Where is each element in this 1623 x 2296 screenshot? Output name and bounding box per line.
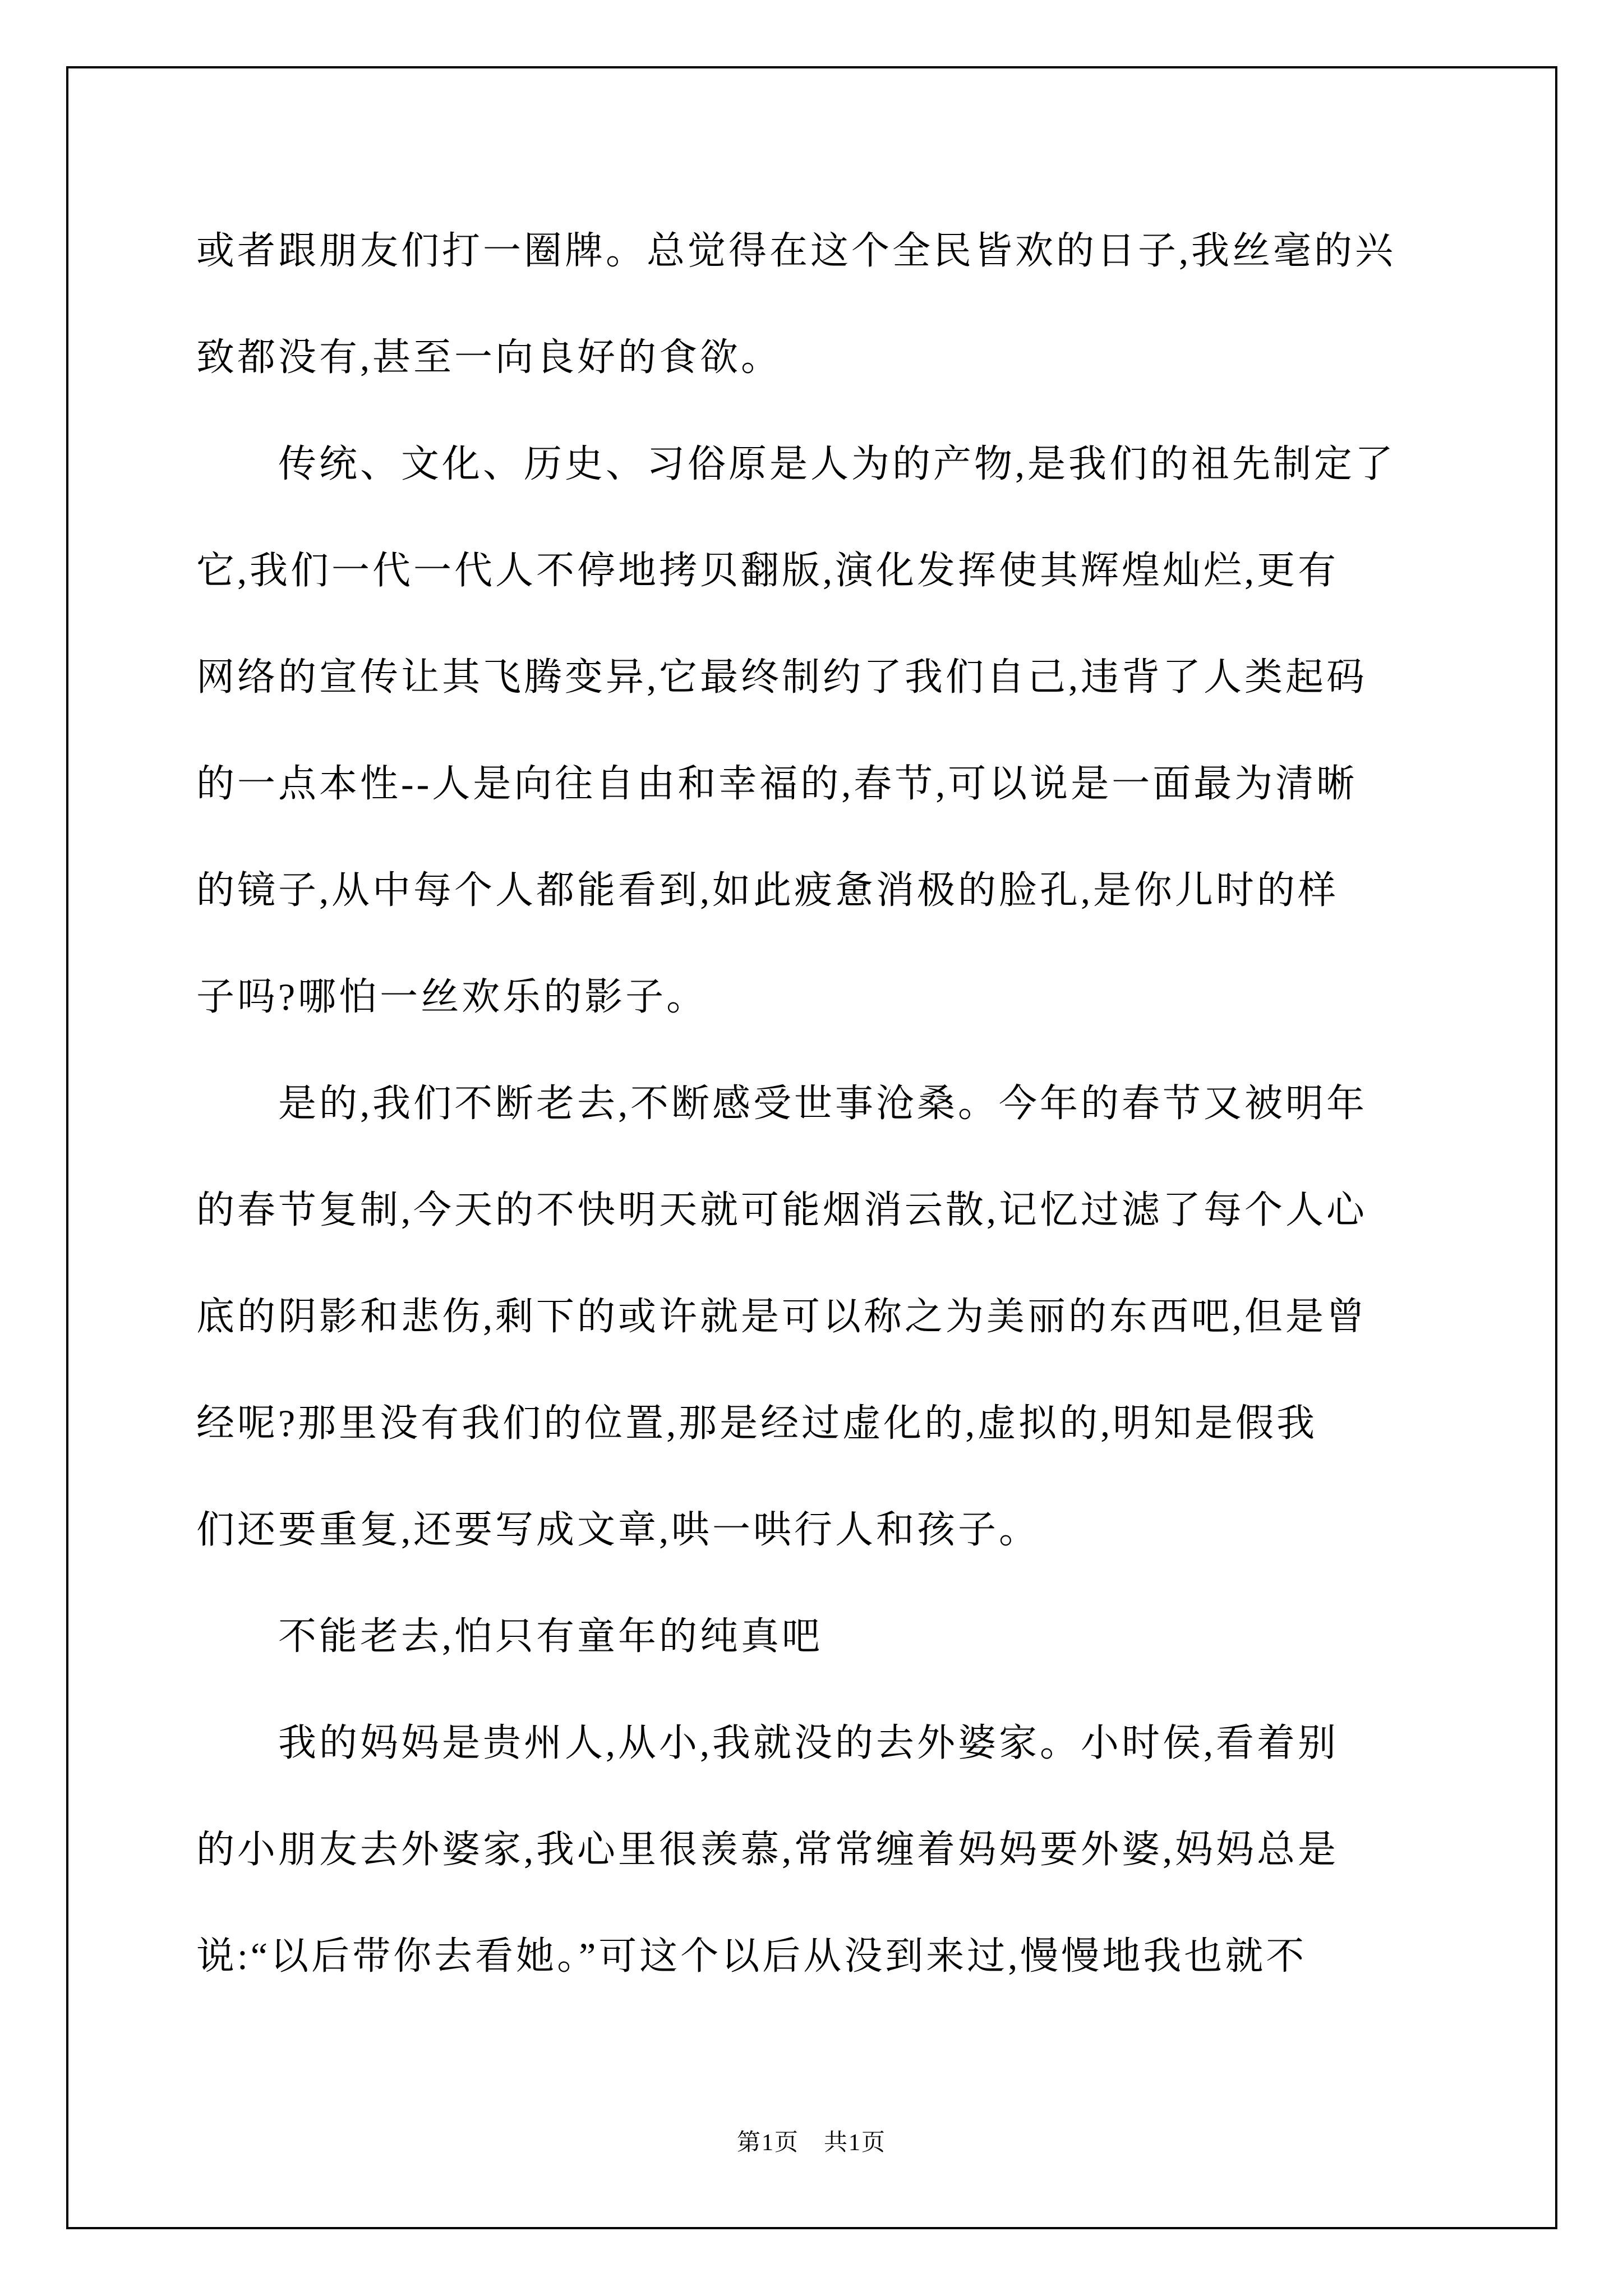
text-line: 致都没有,甚至一向良好的食欲。 [196, 336, 782, 379]
text-line: 不能老去,怕只有童年的纯真吧 [196, 1615, 823, 1658]
paragraph [196, 1583, 1453, 1690]
text-line: 说:“以后带你去看她。”可这个以后从没到来过,慢慢地我也就不 [196, 1935, 1307, 1977]
text-line: 它,我们一代一代人不停地拷贝翻版,演化发挥使其辉煌灿烂,更有 [196, 549, 1339, 592]
paragraph [196, 411, 1453, 1050]
text-line: 传统、文化、历史、习俗原是人为的产物,是我们的祖先制定了 [196, 443, 1396, 485]
text-line: 我的妈妈是贵州人,从小,我就没的去外婆家。小时侯,看着别 [196, 1722, 1339, 1764]
text-line: 的镜子,从中每个人都能看到,如此疲惫消极的脸孔,是你儿时的样 [196, 869, 1339, 912]
text-line: 的春节复制,今天的不快明天就可能烟消云散,记忆过滤了每个人心 [196, 1189, 1368, 1231]
paragraph [196, 1690, 1453, 2009]
text-line: 子吗?哪怕一丝欢乐的影子。 [196, 976, 708, 1018]
document-text [196, 197, 1453, 2009]
text-line: 网络的宣传让其飞腾变异,它最终制约了我们自己,违背了人类起码 [196, 656, 1368, 698]
text-line: 的一点本性--人是向往自由和幸福的,春节,可以说是一面最为清晰 [196, 762, 1358, 805]
page-footer: 第1页 共1页 [736, 2130, 886, 2156]
paragraph [196, 1050, 1453, 1583]
text-line: 底的阴影和悲伤,剩下的或许就是可以称之为美丽的东西吧,但是曾 [196, 1295, 1368, 1338]
text-line: 或者跟朋友们打一圈牌。总觉得在这个全民皆欢的日子,我丝毫的兴 [196, 229, 1396, 272]
text-line: 是的,我们不断老去,不断感受世事沧桑。今年的春节又被明年 [196, 1082, 1368, 1125]
paragraph [196, 197, 1453, 411]
text-line: 们还要重复,还要写成文章,哄一哄行人和孩子。 [196, 1508, 1040, 1551]
text-line: 经呢?那里没有我们的位置,那是经过虚化的,虚拟的,明知是假我 [196, 1402, 1318, 1444]
text-line: 的小朋友去外婆家,我心里很羡慕,常常缠着妈妈要外婆,妈妈总是 [196, 1828, 1339, 1871]
